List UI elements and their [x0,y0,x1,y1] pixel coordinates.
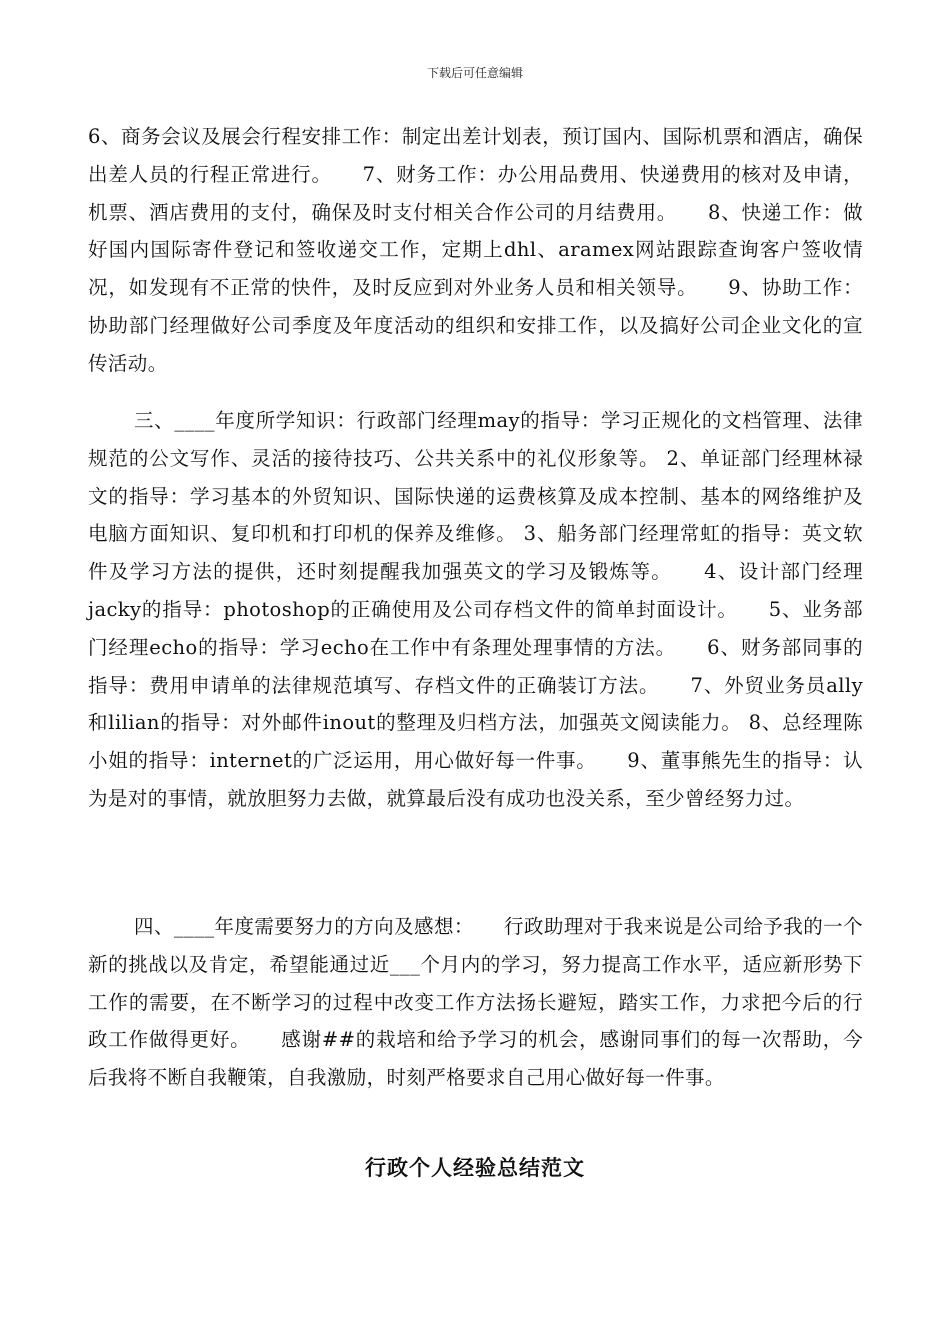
page-header: 下载后可任意编辑 [426,66,523,80]
paragraph-work-duties: 6、商务会议及展会行程安排工作：制定出差计划表，预订国内、国际机票和酒店，确保出差人员的行程正常进行。 7、财务工作：办公用品费用、快递费用的核对及申请，机票、酒店费用的支付，确保及时支付相关合作公司的月结费用。 8、快递工作：做好国内国际寄件登记和签收递交工作，定期上dhl、aramex网站跟踪查询客户签收情况，如发现有不正常的快件，及时反应到对外业务人员和相关领导。 9、协助工作：协助部门经理做好公司季度及年度活动的组织和安排工作，以及搞好公司企业文化的宣传活动。 [88,125,863,375]
section-title: 行政个人经验总结范文 [365,1155,585,1180]
paragraph-knowledge-learned: 三、____年度所学知识：行政部门经理may的指导：学习正规化的文档管理、法律规范的公文写作、灵活的接待技巧、公共关系中的礼仪形象等。 2、单证部门经理林禄文的指导：学习基本的外贸知识、国际快递的运费核算及成本控制、基本的网络维护及电脑方面知识、复印机和打印机的保养及维修。 3、船务部门经理常虹的指导：英文软件及学习方法的提供，还时刻提醒我加强英文的学习及锻炼等。 4、设计部门经理jacky的指导：photoshop的正确使用及公司存档文件的简单封面设计。 5、业务部门经理echo的指导：学习echo在工作中有条理处理事情的方法。 6、财务部同事的指导：费用申请单的法律规范填写、存档文件的正确装订方法。 7、外贸业务员ally和lilian的指导：对外邮件inout的整理及归档方法，加强英文阅读能力。 8、总经理陈小姐的指导：internet的广泛运用，用心做好每一件事。 9、董事熊先生的指导：认为是对的事情，就放胆努力去做，就算最后没有成功也没关系，至少曾经努力过。 [88,409,863,810]
paragraph-goals-reflections: 四、____年度需要努力的方向及感想： 行政助理对于我来说是公司给予我的一个新的挑战以及肯定，希望能通过近___个月内的学习，努力提高工作水平，适应新形势下工作的需要，在不断学习的过程中改变工作方法扬长避短，踏实工作，力求把今后的行政工作做得更好。 感谢##的栽培和给予学习的机会，感谢同事们的每一次帮助，今后我将不断自我鞭策，自我激励，时刻严格要求自己用心做好每一件事。 [88,915,863,1090]
